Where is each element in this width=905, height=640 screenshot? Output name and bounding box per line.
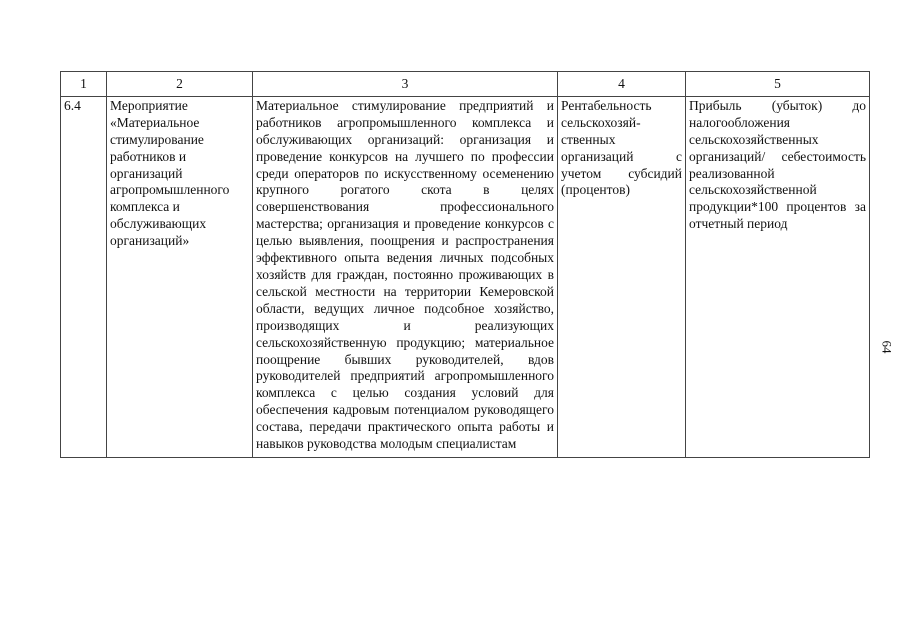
event-description: Материальное стимулирование предприятий и работников агропромышленного комплекса и обслуживающих организаций: организация и проведение конкурсов на лучшего по профессии среди операторов по искусственному осеменению крупного рогатого скота в целях совершенствования профессионального мастерства; организация и проведение конкурсов с целью выявления, поощрения и распространения эффективного опыта ведения личных подсобных хозяйств для граждан, постоянно проживающих в сельской местности на территории Кемеровской области, ведущих личное подсобное хозяйство, производящих и реализующих сельскохозяйственную продукцию; материальное поощрение бывших руководителей, вдов руководителей предприятий агропромышленного комплекса с целью создания условий для обеспечения кадровым потенциалом руководящего состава, передачи практического опыта работы и навыков руководства молодым специалистам bbox=[253, 96, 558, 457]
table-header-row bbox=[61, 72, 870, 97]
indicator-name: Рентабельность сельскохозяй-ственных организаций с учетом субсидий (процентов) bbox=[558, 96, 686, 457]
event-name: Мероприятие «Материальное стимулирование работников и организаций агропромышленного комплекса и обслуживающих организаций» bbox=[107, 96, 253, 457]
header-cell-3: 3 bbox=[253, 72, 558, 97]
header-cell-2: 2 bbox=[107, 72, 253, 97]
row-number: 6.4 bbox=[61, 96, 107, 457]
header-cell-5: 5 bbox=[686, 72, 870, 97]
header-cell-1: 1 bbox=[61, 72, 107, 97]
table-row bbox=[61, 96, 870, 457]
page-number: 64 bbox=[879, 340, 895, 354]
header-cell-4: 4 bbox=[558, 72, 686, 97]
program-table bbox=[60, 71, 870, 458]
indicator-formula: Прибыль (убыток) до налогообложения сельскохозяйственных организаций/ себестоимость реализованной сельскохозяйственной продукции*100 процентов за отчетный период bbox=[686, 96, 870, 457]
